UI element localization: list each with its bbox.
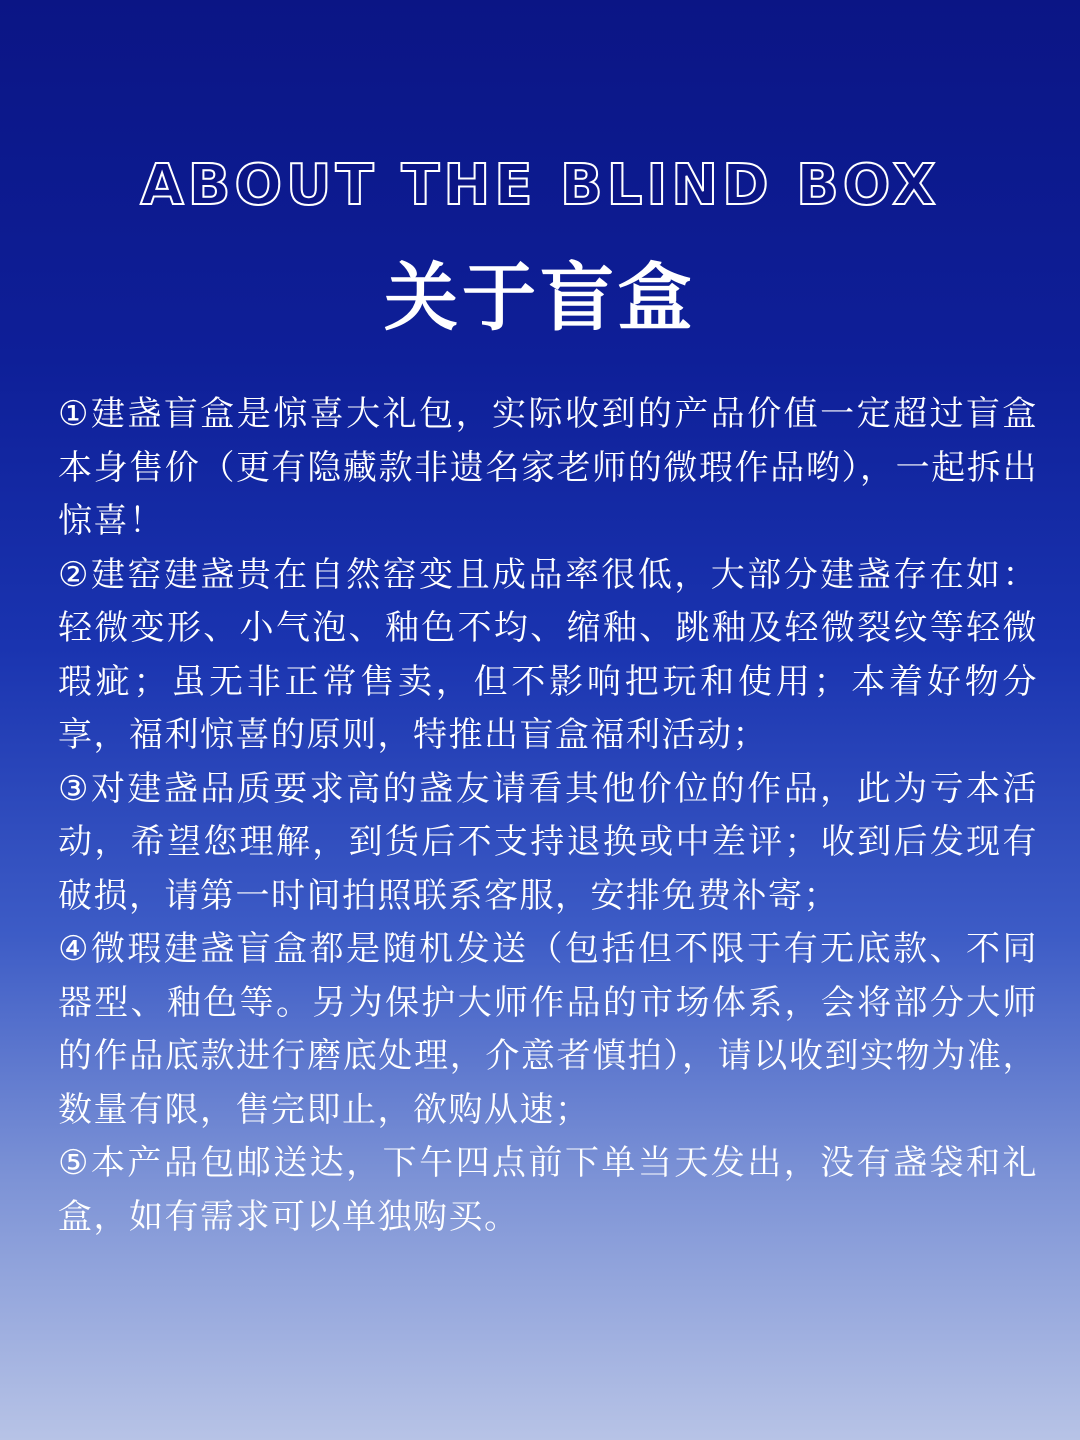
notice-paragraph-3: ③对建盏品质要求高的盏友请看其他价位的作品，此为亏本活动，希望您理解，到货后不支持退换或中差评；收到后发现有破损，请第一时间拍照联系客服，安排免费补寄； [58,768,1038,916]
notice-body [58,388,1038,1244]
notice-paragraph-5: ⑤本产品包邮送达，下午四点前下单当天发出，没有盏袋和礼盒，如有需求可以单独购买。 [58,1143,1038,1237]
page-title: 关于盲盒 [384,255,696,341]
subtitle-english: ABOUT THE BLIND BOX [140,153,940,218]
notice-paragraph-1: ①建盏盲盒是惊喜大礼包，实际收到的产品价值一定超过盲盒本身售价（更有隐藏款非遗名家老师的微瑕作品哟），一起拆出惊喜！ [58,394,1038,541]
notice-paragraph-4: ④微瑕建盏盲盒都是随机发送（包括但不限于有无底款、不同器型、釉色等。另为保护大师作品的市场体系，会将部分大师的作品底款进行磨底处理，介意者慎拍），请以收到实物为准，数量有限，售完即止，欲购从速； [58,929,1038,1130]
notice-paragraph-2: ②建窑建盏贵在自然窑变且成品率很低，大部分建盏存在如：轻微变形、小气泡、釉色不均、缩釉、跳釉及轻微裂纹等轻微瑕疵；虽无非正常售卖，但不影响把玩和使用；本着好物分享，福利惊喜的原则，特推出盲盒福利活动； [58,554,1038,755]
